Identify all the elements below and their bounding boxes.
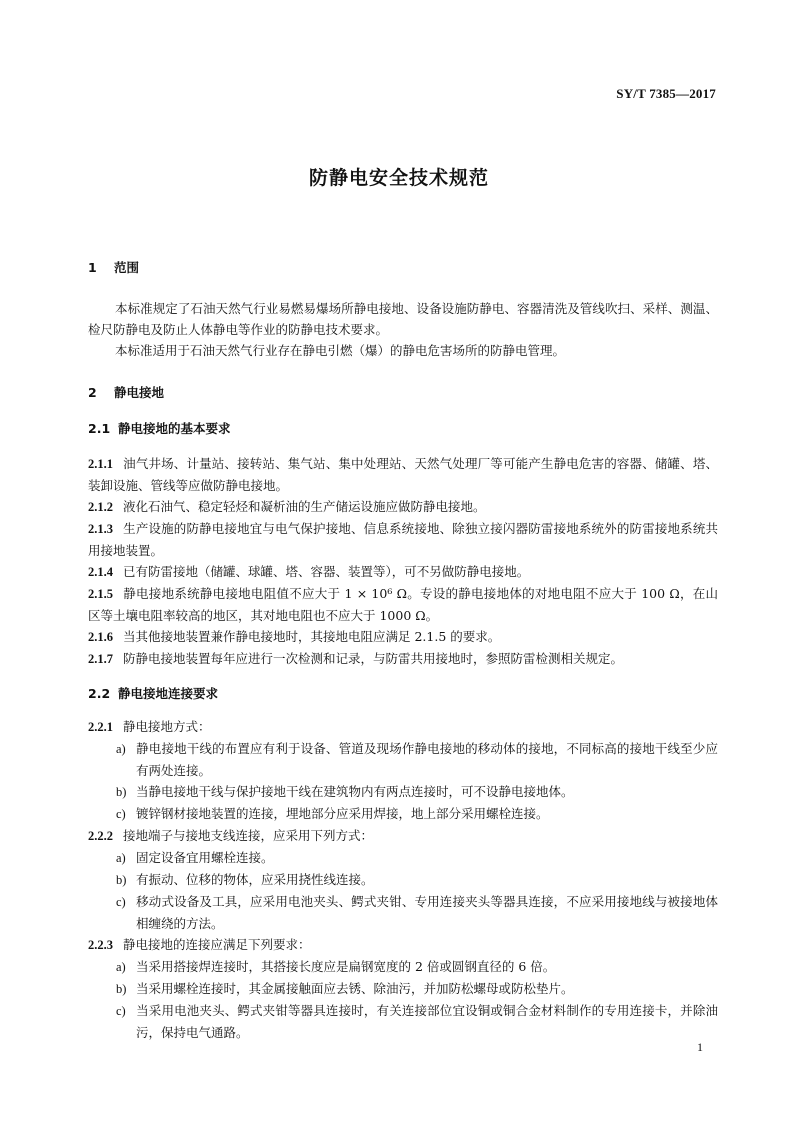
clause-number: 2.2.2 [88,829,113,843]
section-title: 静电接地 [114,385,165,400]
clause-text: 已有防雷接地（储罐、球罐、塔、容器、装置等），可不另做防静电接地。 [123,564,530,579]
clause-number: 2.1.5 [88,587,113,601]
clause-text: 静电接地系统静电接地电阻值不应大于 1 × 10⁶ Ω。专设的静电接地体的对地电阻不应大于 100 Ω，在山区等土壤电阻率较高的地区，其对地电阻也不应大于 1000 Ω。 [88,586,718,623]
clause-text: 接地端子与接地支线连接，应采用下列方式： [123,828,374,843]
item-text: 当采用电池夹头、鳄式夹钳等器具连接时，有关连接部位宜设铜或铜合金材料制作的专用连接卡，并除油污，保持电气通路。 [136,1003,718,1040]
item-label: a) [116,851,126,865]
item-label: b) [116,982,127,996]
list-item [88,891,718,934]
item-label: c) [116,807,126,821]
subsection-number: 2.2 [88,686,111,701]
item-label: c) [116,1004,126,1018]
list-item [88,956,718,978]
clause-number: 2.1.4 [88,565,113,579]
scope-paragraph: 本标准适用于石油天然气行业存在静电引燃（爆）的静电危害场所的防静电管理。 [115,343,566,358]
item-text: 当采用搭接焊连接时，其搭接长度应是扁钢宽度的 2 倍或圆钢直径的 6 倍。 [136,959,556,974]
clause-text: 生产设施的防静电接地宜与电气保护接地、信息系统接地、除独立接闪器防雷接地系统外的防雷接地系统共用接地装置。 [88,521,718,558]
page-number: 1 [697,1040,703,1054]
item-text: 有振动、位移的物体，应采用挠性线连接。 [136,872,374,887]
item-text: 移动式设备及工具，应采用电池夹头、鳄式夹钳、专用连接夹头等器具连接，不应采用接地线与被接地体相缠绕的方法。 [136,894,718,931]
clause-2-2-3 [88,934,718,956]
item-label: a) [116,742,126,756]
clause-number: 2.1.6 [88,630,113,644]
clause-text: 油气井场、计量站、接转站、集气站、集中处理站、天然气处理厂等可能产生静电危害的容器、储罐、塔、装卸设施、管线等应做防静电接地。 [88,456,718,493]
section-number: 2 [88,385,97,400]
item-text: 固定设备宜用螺栓连接。 [136,850,274,865]
section-number: 1 [88,260,97,275]
clause-text: 液化石油气、稳定轻烃和凝析油的生产储运设施应做防静电接地。 [123,499,486,514]
item-text: 静电接地干线的布置应有利于设备、管道及现场作静电接地的移动体的接地，不同标高的接地干线至少应有两处连接。 [136,741,718,778]
standard-code: SY/T 7385—2017 [616,86,716,101]
list-item [88,869,718,891]
list-item [88,781,718,803]
scope-paragraph: 本标准规定了石油天然气行业易燃易爆场所静电接地、设备设施防静电、容器清洗及管线吹扫、采样、测温、检尺防静电及防止人体静电等作业的防静电技术要求。 [88,301,718,337]
document-title: 防静电安全技术规范 [308,167,489,189]
item-label: a) [116,960,126,974]
list-item [88,978,718,1000]
subsection-title: 静电接地连接要求 [118,686,219,701]
clause-2-1-5 [88,583,718,626]
document-body [88,258,718,1043]
clause-number: 2.1.7 [88,652,113,666]
subsection-title: 静电接地的基本要求 [118,421,231,436]
section-heading-1 [88,258,718,276]
section-title: 范围 [114,260,140,275]
clause-2-1-4 [88,561,718,583]
clause-text: 静电接地方式： [123,719,211,734]
clause-2-1-6 [88,626,718,648]
subsection-heading-2-1 [88,419,718,437]
list-item [88,738,718,781]
clause-number: 2.2.3 [88,938,113,952]
clause-text: 防静电接地装置每年应进行一次检测和记录，与防雷共用接地时，参照防雷检测相关规定。 [123,651,624,666]
item-label: b) [116,785,127,799]
item-label: c) [116,895,126,909]
subsection-heading-2-2 [88,684,718,702]
item-text: 当静电接地干线与保护接地干线在建筑物内有两点连接时，可不设静电接地体。 [136,784,574,799]
clause-number: 2.1.3 [88,522,113,536]
clause-2-1-1 [88,453,718,496]
subsection-number: 2.1 [88,421,111,436]
list-item [88,803,718,825]
item-text: 当采用螺栓连接时，其金属接触面应去锈、除油污，并加防松螺母或防松垫片。 [136,981,574,996]
list-item [88,847,718,869]
clause-2-1-2 [88,496,718,518]
section-heading-2 [88,383,718,401]
clause-2-2-2 [88,825,718,847]
clause-2-2-1 [88,716,718,738]
clause-text: 当其他接地装置兼作静电接地时，其接地电阻应满足 2.1.5 的要求。 [123,629,501,644]
clause-number: 2.1.1 [88,457,113,471]
clause-2-1-7 [88,648,718,670]
clause-number: 2.1.2 [88,500,113,514]
item-label: b) [116,873,127,887]
clause-number: 2.2.1 [88,720,113,734]
list-item [88,1000,718,1043]
clause-2-1-3 [88,518,718,561]
clause-text: 静电接地的连接应满足下列要求： [123,937,311,952]
item-text: 镀锌钢材接地装置的连接，埋地部分应采用焊接，地上部分采用螺栓连接。 [136,806,549,821]
